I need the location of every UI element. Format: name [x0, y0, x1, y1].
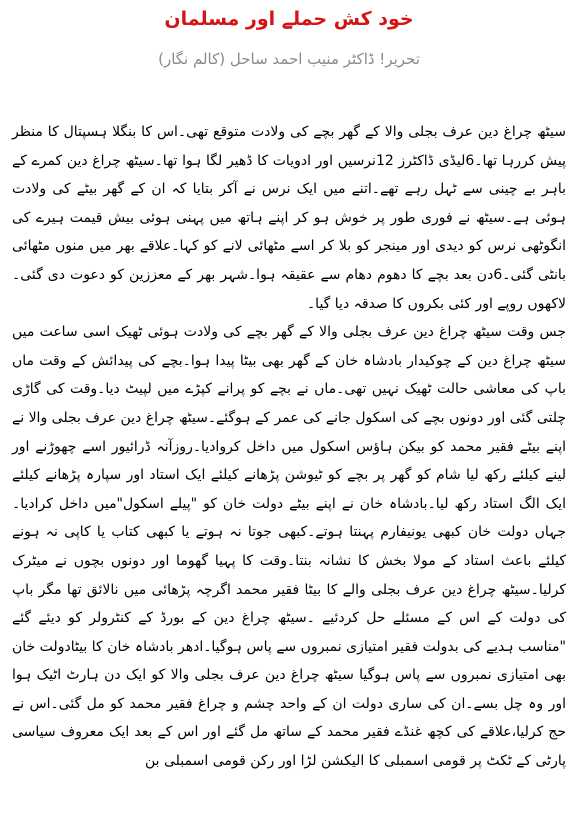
article-title: خود کش حملے اور مسلمان [164, 8, 414, 30]
author-byline: تحریر! ڈاکٹر منیب احمد ساحل (کالم نگار) [158, 50, 420, 68]
paragraph-1: سیٹھ چراغ دین عرف بجلی والا کے گھر بچے کی ولادت متوقع تھی۔اس کا بنگلا ہسپتال کا منظر پیش کررہا تھا۔6لیڈی ڈاکٹرز 12نرسیں اور ادویات کا ڈھیر لگا ہوا تھا۔سیٹھ چراغ دین کمرے کے باہر بے چینی سے ٹہل رہے تھے۔اتنے میں ایک نرس نے آکر بتایا کہ ان کے گھر بیٹے کی ولادت ہوئی ہے۔سیٹھ نے فوری طور پر خوش ہو کر اپنے ہاتھ میں پہنی ہوئی بیش قیمت ہیرے کی انگوٹھی نرس کو دیدی اور مینجر کو بلا کر اسے مٹھائی لانے کو کہا۔علاقے بھر میں منوں مٹھائی بانٹی گئی۔6دن بعد بچے کا دھوم دھام سے عقیقہ ہوا۔شہر بھر کے معززین کو دعوت دی گئی۔لاکھوں روپے اور کئی بکروں کا صدقہ دیا گیا۔ [12, 124, 567, 312]
paragraph-2: جس وقت سیٹھ چراغ دین عرف بجلی والا کے گھر بچے کی ولادت ہوئی ٹھیک اسی ساعت میں سیٹھ چراغ دین کے چوکیدار بادشاہ خان کے گھر بھی بیٹا پیدا ہوا۔بچے کی پیدائش کے وقت ماں باپ کی معاشی حالت ٹھیک نہیں تھی۔ماں نے بچے کو پرانے کپڑے میں لپیٹ دیا۔وقت کی گاڑی چلتی گئی اور دونوں بچے کی اسکول جانے کی عمر کے ہوگئے۔سیٹھ چراغ دین عرف بجلی والا نے اپنے بیٹے فقیر محمد کو بیکن ہاؤس اسکول میں داخل کروادیا۔روزآنہ ڈرائیور اسے چھوڑنے اور لینے کیلئے رکھ لیا شام کو گھر پر بچے کو ٹیوشن پڑھانے کیلئے ایک استاد اور سپارہ پڑھانے کیلئے ایک الگ استاد رکھ لیا۔بادشاہ خان نے اپنے بیٹے دولت خان کو "پیلے اسکول"میں داخل کرادیا۔جہاں دولت خان کبھی یونیفارم پہنتا ہوتے۔کبھی جوتا نہ ہوتے یا کبھی کتاب یا کاپی نہ ہونے کیلئے باعث استاد کے مولا بخش کا نشانہ بنتا۔وقت کا پہیا گھوما اور دونوں بچوں نے میٹرک کرلیا۔سیٹھ چراغ دین عرف بجلی والے کا بیٹا فقیر محمد اگرچہ پڑھائی میں نالائق تھا مگر باپ کی دولت کے اس کے مسئلے حل کردئیے ۔سیٹھ چراغ دین کے بورڈ کے کنٹرولر کو دیئے گئے "مناسب ہدیے کی بدولت فقیر امتیازی نمبروں سے پاس ہوگیا۔ادھر بادشاہ خان کا بیٹادولت خان بھی امتیازی نمبروں سے پاس ہوگیا سیٹھ چراغ دین عرف بجلی والا کو ایک دن ہارٹ اٹیک ہوا اور وہ چل بسے۔ان کی ساری دولت ان کے واحد چشم و چراغ فقیر محمد کو مل گئی۔اس نے حج کرلیا،علاقے کی کچھ غنڈے فقیر محمد کے ساتھ مل گئے اور اس کے بعد ایک معروف سیاسی پارٹی کے ٹکٹ پر قومی اسمبلی کا الیکشن لڑا اور رکن قومی اسمبلی بن [12, 324, 566, 770]
article-body [12, 118, 566, 776]
